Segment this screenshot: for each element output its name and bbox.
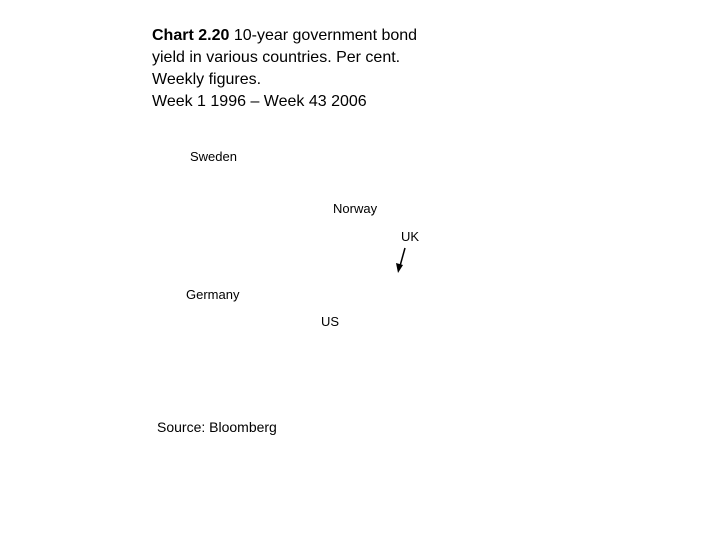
chart-title-line-2: yield in various countries. Per cent. <box>152 49 401 66</box>
uk-pointer-arrow-icon <box>390 246 414 276</box>
chart-title-text: 10-year government bond <box>229 27 418 44</box>
chart-title <box>152 25 482 113</box>
series-label-germany: Germany <box>186 287 240 302</box>
chart-number: Chart 2.20 <box>152 27 230 44</box>
series-label-sweden: Sweden <box>190 149 237 164</box>
series-label-us: US <box>321 314 340 329</box>
chart-title-line-3: Weekly figures. <box>152 71 262 88</box>
uk-pointer-arrow-head <box>396 263 403 273</box>
chart-title-line-4: Week 1 1996 – Week 43 2006 <box>152 93 367 110</box>
chart-source: Source: Bloomberg <box>157 419 277 435</box>
chart-title-line-1 <box>152 25 482 47</box>
series-label-norway: Norway <box>333 201 378 216</box>
uk-pointer-arrow-shaft <box>400 248 405 266</box>
series-label-uk: UK <box>401 229 420 244</box>
